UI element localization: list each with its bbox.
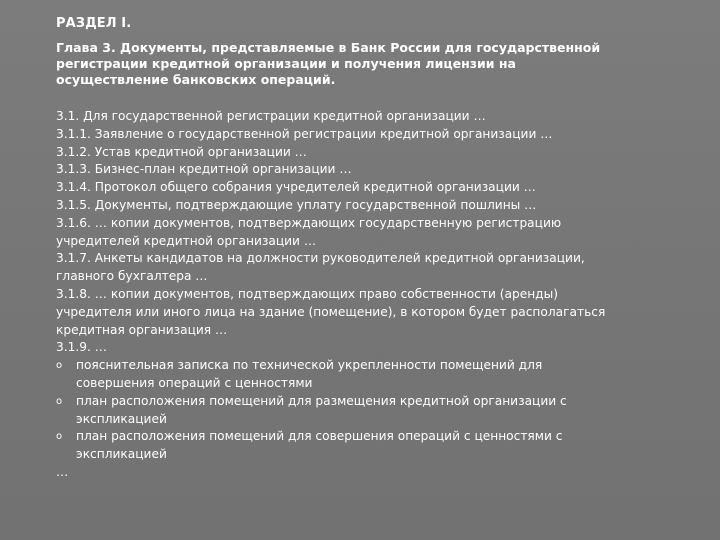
bullet-item (56, 357, 686, 393)
list-item-line: учредителей кредитной организации … (56, 233, 317, 248)
list-item-3-1-2 (56, 144, 686, 162)
list-item-3-1 (56, 108, 686, 126)
list-item-line: 3.1.4. Протокол общего собрания учредителей кредитной организации … (56, 180, 536, 195)
list-item-3-1-3 (56, 161, 686, 179)
list-item-line: 3.1.3. Бизнес-план кредитной организации … (56, 162, 352, 177)
bullet-line: план расположения помещений для размещения кредитной организации с (76, 393, 567, 408)
list-item-line: учредителя или иного лица на здание (помещение), в котором будет располагаться (56, 304, 606, 319)
list-item-line: 3.1.5. Документы, подтверждающие уплату государственной пошлины … (56, 197, 537, 212)
list-item-line: 3.1.1. Заявление о государственной регистрации кредитной организации … (56, 126, 553, 141)
chapter-title (56, 40, 676, 88)
list-item-line: главного бухгалтера … (56, 269, 208, 284)
list-item-line: 3.1.2. Устав кредитной организации … (56, 144, 307, 159)
list-item-line: 3.1.9. … (56, 340, 107, 355)
section-title: РАЗДЕЛ I. (56, 16, 132, 31)
bullet-text (76, 428, 686, 464)
list-item-3-1-5 (56, 197, 686, 215)
list-item-line: 3.1.8. … копии документов, подтверждающих право собственности (аренды) (56, 286, 558, 301)
list-item-line: 3.1.7. Анкеты кандидатов на должности руководителей кредитной организации, (56, 251, 585, 266)
bullet-line: план расположения помещений для совершения операций с ценностями с (76, 429, 563, 444)
document-list (56, 108, 686, 482)
bullet-icon: o (56, 395, 63, 407)
bullet-text (76, 357, 686, 393)
list-item-3-1-9 (56, 339, 686, 357)
list-item-line: кредитная организация … (56, 322, 228, 337)
list-item-line: 3.1.6. … копии документов, подтверждающих государственную регистрацию (56, 215, 562, 230)
chapter-line: Глава 3. Документы, представляемые в Банк России для государственной (56, 40, 601, 55)
bullet-line: пояснительная записка по технической укрепленности помещений для (76, 358, 543, 373)
bullet-line: экспликацией (76, 411, 167, 426)
list-item-3-1-6 (56, 215, 686, 251)
bullet-item (56, 393, 686, 429)
bullet-line: совершения операций с ценностями (76, 375, 313, 390)
bullet-item (56, 428, 686, 464)
chapter-line: регистрации кредитной организации и получения лицензии на (56, 56, 516, 71)
list-item-3-1-1 (56, 126, 686, 144)
bullet-line: экспликацией (76, 447, 167, 462)
chapter-line: осуществление банковских операций. (56, 72, 336, 87)
bullet-icon: o (56, 360, 63, 372)
list-item-3-1-7 (56, 250, 686, 286)
list-item-line: 3.1. Для государственной регистрации кредитной организации … (56, 109, 486, 123)
list-item-3-1-4 (56, 179, 686, 197)
list-item-3-1-8 (56, 286, 686, 339)
bullet-text (76, 393, 686, 429)
trailing-ellipsis: … (56, 464, 69, 479)
bullet-icon: o (56, 431, 63, 443)
